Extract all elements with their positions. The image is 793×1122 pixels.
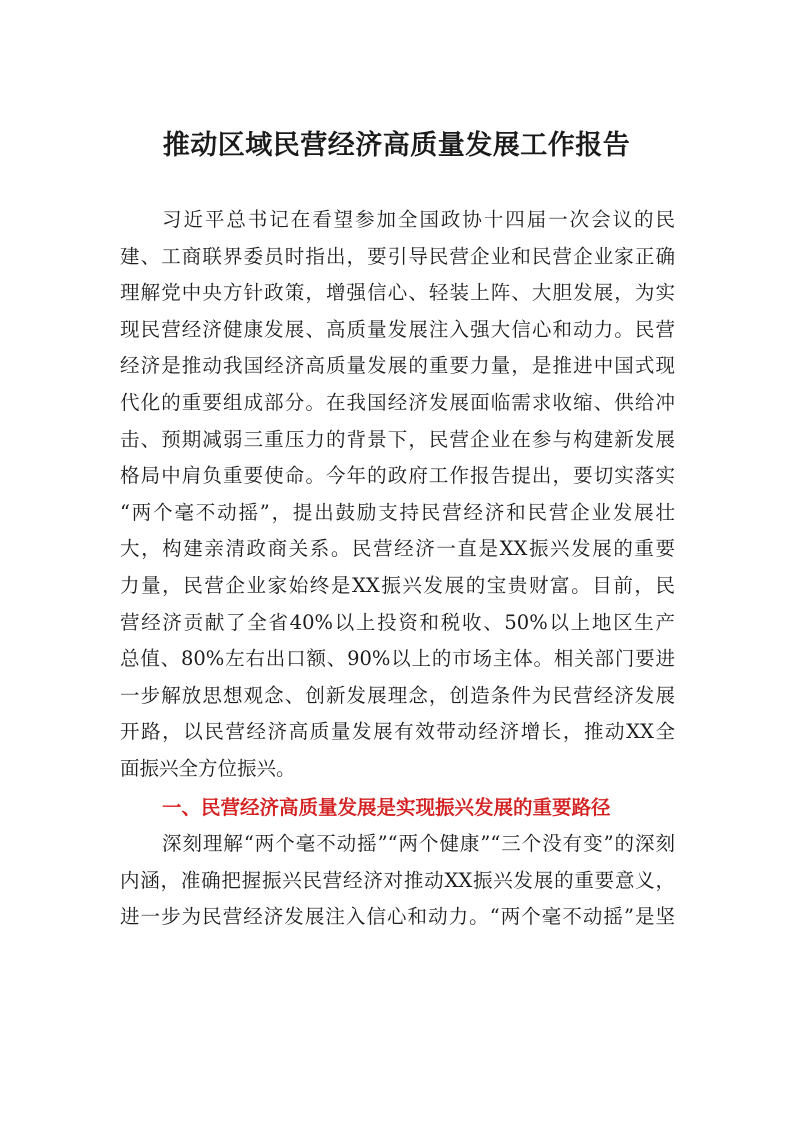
paragraph-line: 格局中肩负重要使命。今年的政府工作报告提出，要切实落实 [120, 464, 675, 488]
paragraph-line: 一步解放思想观念、创新发展理念，创造条件为民营经济发展 [120, 683, 675, 707]
paragraph-line: 深刻理解“两个毫不动摇”“两个健康”“三个没有变”的深刻 [162, 832, 675, 856]
paragraph-line: 击、预期减弱三重压力的背景下，民营企业在参与构建新发展 [120, 427, 675, 451]
paragraph-line: 力量，民营企业家始终是XX振兴发展的宝贵财富。目前，民 [120, 573, 675, 597]
section-heading: 一、民营经济高质量发展是实现振兴发展的重要路径 [162, 795, 611, 819]
paragraph-line: 经济是推动我国经济高质量发展的重要力量，是推进中国式现 [120, 354, 675, 378]
paragraph-line: 大，构建亲清政商关系。民营经济一直是XX振兴发展的重要 [120, 537, 675, 561]
paragraph-line: 建、工商联界委员时指出，要引导民营企业和民营企业家正确 [120, 244, 675, 268]
paragraph-line: 营经济贡献了全省40%以上投资和税收、50%以上地区生产 [120, 610, 675, 634]
paragraph-line: 习近平总书记在看望参加全国政协十四届一次会议的民 [162, 208, 675, 231]
paragraph-line: “两个毫不动摇”，提出鼓励支持民营经济和民营企业发展壮 [120, 500, 675, 524]
paragraph-line: 现民营经济健康发展、高质量发展注入强大信心和动力。民营 [120, 317, 675, 341]
paragraph-line: 面振兴全方位振兴。 [120, 756, 296, 780]
paragraph-line: 理解党中央方针政策，增强信心、轻装上阵、大胆发展，为实 [120, 281, 675, 305]
paragraph-line: 代化的重要组成部分。在我国经济发展面临需求收缩、供给冲 [120, 390, 675, 414]
document-title: 推动区域民营经济高质量发展工作报告 [162, 130, 631, 161]
paragraph-line: 进一步为民营经济发展注入信心和动力。“两个毫不动摇”是坚 [120, 905, 675, 929]
document-body [120, 202, 675, 936]
paragraph-line: 内涵，准确把握振兴民营经济对推动XX振兴发展的重要意义， [120, 868, 675, 892]
paragraph-line: 总值、80%左右出口额、90%以上的市场主体。相关部门要进 [120, 647, 675, 671]
paragraph-line: 开路，以民营经济高质量发展有效带动经济增长，推动XX全 [120, 720, 675, 744]
